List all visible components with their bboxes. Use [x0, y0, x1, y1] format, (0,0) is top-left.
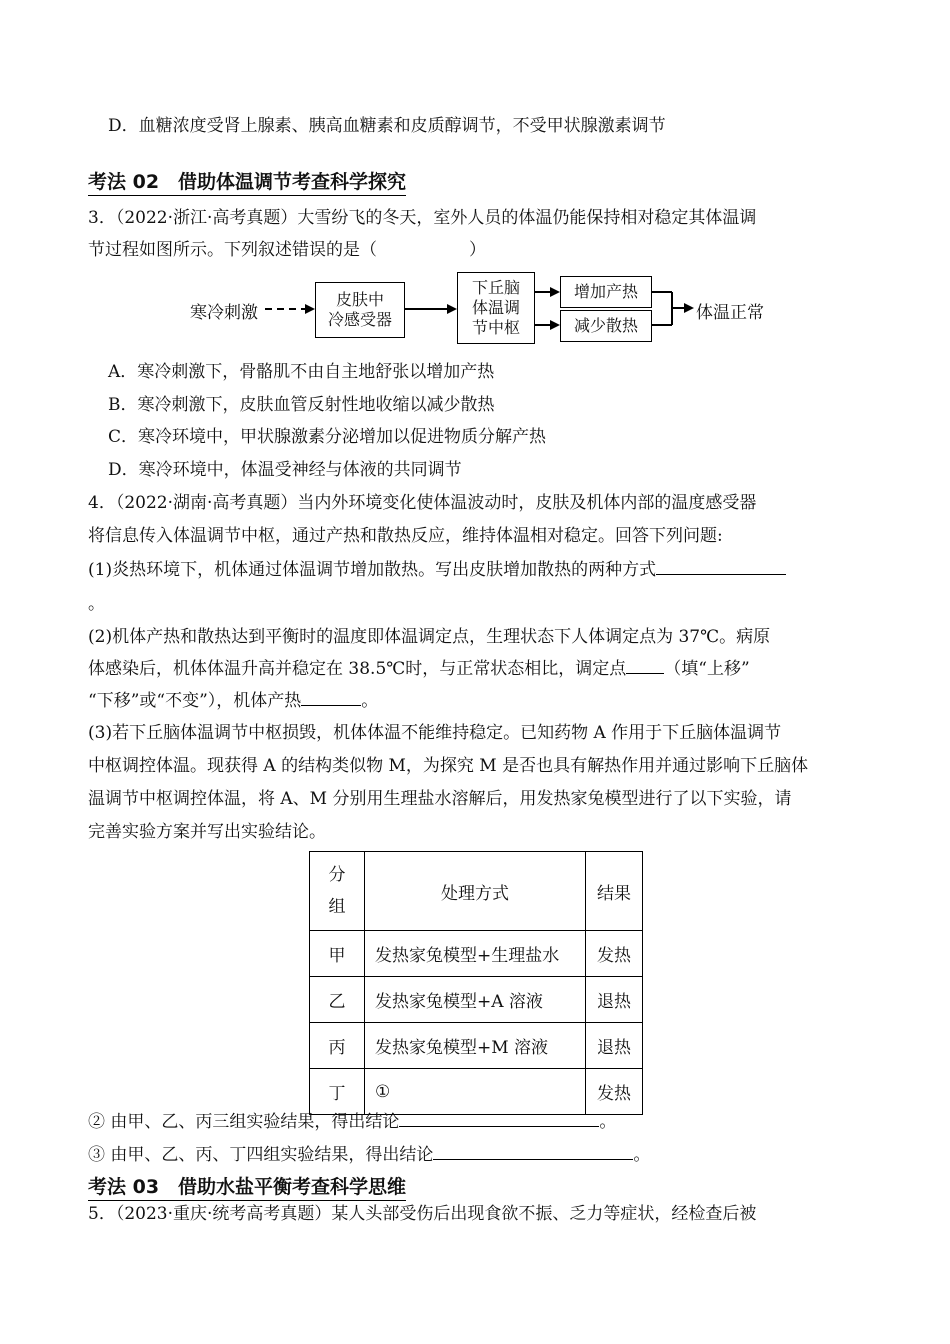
q4-part2-line1: (2)机体产热和散热达到平衡时的温度即体温调定点，生理状态下人体调定点为 37℃。病原 — [88, 627, 771, 647]
diagram-result: 体温正常 — [696, 303, 764, 323]
table-cell-group: 丙 — [310, 1023, 365, 1069]
table-cell-group: 丁 — [310, 1069, 365, 1115]
q4-part3-line2: 中枢调控体温。现获得 A 的结构类似物 M，为探究 M 是否也具有解热作用并通过影响下丘脑体 — [88, 756, 809, 776]
diagram-increase-box: 增加产热 — [560, 276, 652, 308]
table-row — [310, 1023, 643, 1069]
q2-option-d: D．血糖浓度受肾上腺素、胰高血糖素和皮质醇调节，不受甲状腺激素调节 — [108, 116, 666, 136]
table-cell-result: 退热 — [586, 1023, 643, 1069]
experiment-table — [309, 851, 643, 1115]
q3-option-c[interactable]: C．寒冷环境中，甲状腺激素分泌增加以促进物质分解产热 — [108, 427, 547, 447]
table-row — [310, 1069, 643, 1115]
q4-conclusion-2-text: ② 由甲、乙、丙三组实验结果，得出结论 — [88, 1112, 400, 1132]
q5-line1: 5．（2023·重庆·统考高考真题）某人头部受伤后出现食欲不振、乏力等症状，经检查后被 — [88, 1204, 757, 1224]
section2-title: 考法 02 借助体温调节考查科学探究 — [88, 170, 406, 196]
receptor-line2: 冷感受器 — [327, 310, 392, 329]
q4-part1-line2: 。 — [88, 594, 105, 614]
q4-part2-line3 — [88, 689, 378, 713]
table-cell-treatment-blank[interactable]: ① — [365, 1069, 586, 1115]
q4-part2-line2 — [88, 657, 750, 681]
table-cell-group: 乙 — [310, 977, 365, 1023]
table-header-row — [310, 852, 643, 931]
q4-part1-text: (1)炎热环境下，机体通过体温调节增加散热。写出皮肤增加散热的两种方式 — [88, 560, 657, 580]
q3-line2-suffix: ） — [469, 240, 486, 260]
center-line3: 节中枢 — [471, 318, 520, 337]
diagram-decrease-box: 减少散热 — [560, 310, 652, 342]
q4-conclusion-2 — [88, 1110, 616, 1134]
table-header-group: 分 组 — [310, 852, 365, 931]
q4-part3-line3: 温调节中枢调控体温，将 A、M 分别用生理盐水溶解后，用发热家兔模型进行了以下实验，请 — [88, 789, 792, 809]
table-row — [310, 931, 643, 977]
table-cell-treatment: 发热家兔模型+A 溶液 — [365, 977, 586, 1023]
q4-part1-line1 — [88, 558, 786, 582]
q4-setpoint-blank[interactable] — [626, 657, 664, 674]
q4-conclusion-2-suffix: 。 — [599, 1112, 617, 1132]
q4-conclusion-3-blank[interactable] — [433, 1143, 633, 1160]
diagram-stimulus: 寒冷刺激 — [190, 303, 258, 323]
table-cell-treatment: 发热家兔模型+生理盐水 — [365, 931, 586, 977]
center-line2: 体温调 — [471, 298, 520, 317]
table-row — [310, 977, 643, 1023]
table-cell-group: 甲 — [310, 931, 365, 977]
q3-option-d[interactable]: D．寒冷环境中，体温受神经与体液的共同调节 — [108, 460, 462, 480]
q4-part2-text-b: （填“上移” — [664, 659, 750, 679]
q4-conclusion-3-suffix: 。 — [633, 1145, 651, 1165]
q4-part2-text-a: 体感染后，机体体温升高并稳定在 38.5℃时，与正常状态相比，调定点 — [88, 659, 627, 679]
table-header-treatment: 处理方式 — [365, 852, 586, 931]
q3-line2-prefix: 节过程如图所示。下列叙述错误的是（ — [88, 240, 377, 260]
q4-conclusion-3 — [88, 1143, 650, 1167]
table-cell-treatment: 发热家兔模型+M 溶液 — [365, 1023, 586, 1069]
q4-conclusion-3-text: ③ 由甲、乙、丙、丁四组实验结果，得出结论 — [88, 1145, 434, 1165]
diagram-receptor-box — [315, 282, 405, 338]
q4-part2-text-d: 。 — [361, 691, 379, 711]
table-cell-result: 发热 — [586, 1069, 643, 1115]
table-header-result: 结果 — [586, 852, 643, 931]
q3-option-b[interactable]: B．寒冷刺激下，皮肤血管反射性地收缩以减少散热 — [108, 395, 495, 415]
q4-part3-line4: 完善实验方案并写出实验结论。 — [88, 822, 326, 842]
section3-title: 考法 03 借助水盐平衡考查科学思维 — [88, 1175, 406, 1201]
q3-option-a[interactable]: A．寒冷刺激下，骨骼肌不由自主地舒张以增加产热 — [108, 362, 495, 382]
receptor-line1: 皮肤中 — [335, 290, 384, 309]
q4-line2: 将信息传入体温调节中枢，通过产热和散热反应，维持体温相对稳定。回答下列问题: — [88, 526, 723, 546]
q4-part2-text-c: “下移”或“不变”），机体产热 — [88, 691, 302, 711]
table-cell-result: 退热 — [586, 977, 643, 1023]
center-line1: 下丘脑 — [471, 278, 520, 297]
q4-line1: 4．（2022·湖南·高考真题）当内外环境变化使体温波动时，皮肤及机体内部的温度感受器 — [88, 493, 757, 513]
q4-part3-line1: (3)若下丘脑体温调节中枢损毁，机体体温不能维持稳定。已知药物 A 作用于下丘脑体温调节 — [88, 723, 782, 743]
table-cell-result: 发热 — [586, 931, 643, 977]
diagram-center-box — [457, 272, 535, 344]
q4-part1-blank[interactable] — [656, 558, 786, 575]
q4-heat-production-blank[interactable] — [301, 689, 361, 706]
q4-conclusion-2-blank[interactable] — [399, 1110, 599, 1127]
q3-line1: 3．（2022·浙江·高考真题）大雪纷飞的冬天，室外人员的体温仍能保持相对稳定其体温调 — [88, 208, 757, 228]
